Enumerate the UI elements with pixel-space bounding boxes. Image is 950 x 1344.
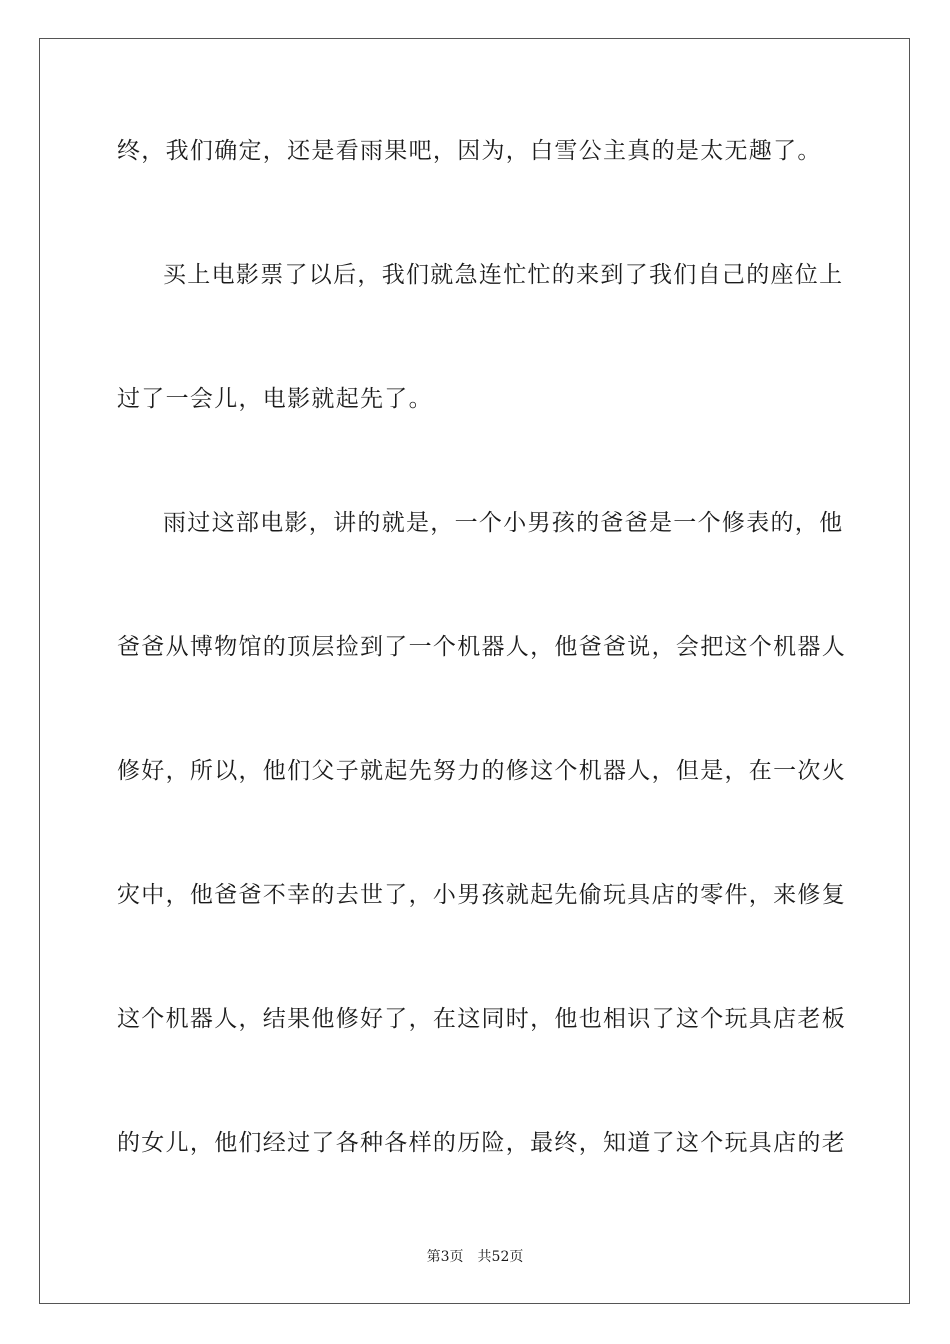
page-total: 共52页 bbox=[477, 1249, 524, 1265]
paragraph-first-line: 买上电影票了以后，我们就急连忙忙的来到了我们自己的座位上 bbox=[163, 262, 844, 288]
text-line: 的女儿，他们经过了各种各样的历险，最终，知道了这个玩具店的老 bbox=[117, 1130, 846, 1156]
page-border bbox=[39, 38, 910, 1304]
page-footer bbox=[0, 1247, 950, 1267]
text-line: 修好，所以，他们父子就起先努力的修这个机器人，但是，在一次火 bbox=[117, 758, 846, 784]
paragraph-first-line: 雨过这部电影，讲的就是，一个小男孩的爸爸是一个修表的，他 bbox=[163, 510, 844, 536]
text-line: 终，我们确定，还是看雨果吧，因为，白雪公主真的是太无趣了。 bbox=[117, 138, 822, 164]
text-line: 爸爸从博物馆的顶层捡到了一个机器人，他爸爸说，会把这个机器人 bbox=[117, 634, 846, 660]
page-number: 第3页 bbox=[426, 1249, 464, 1265]
text-line: 灾中，他爸爸不幸的去世了，小男孩就起先偷玩具店的零件，来修复 bbox=[117, 882, 846, 908]
text-line: 过了一会儿，电影就起先了。 bbox=[117, 386, 433, 412]
text-line: 这个机器人，结果他修好了，在这同时，他也相识了这个玩具店老板 bbox=[117, 1006, 846, 1032]
